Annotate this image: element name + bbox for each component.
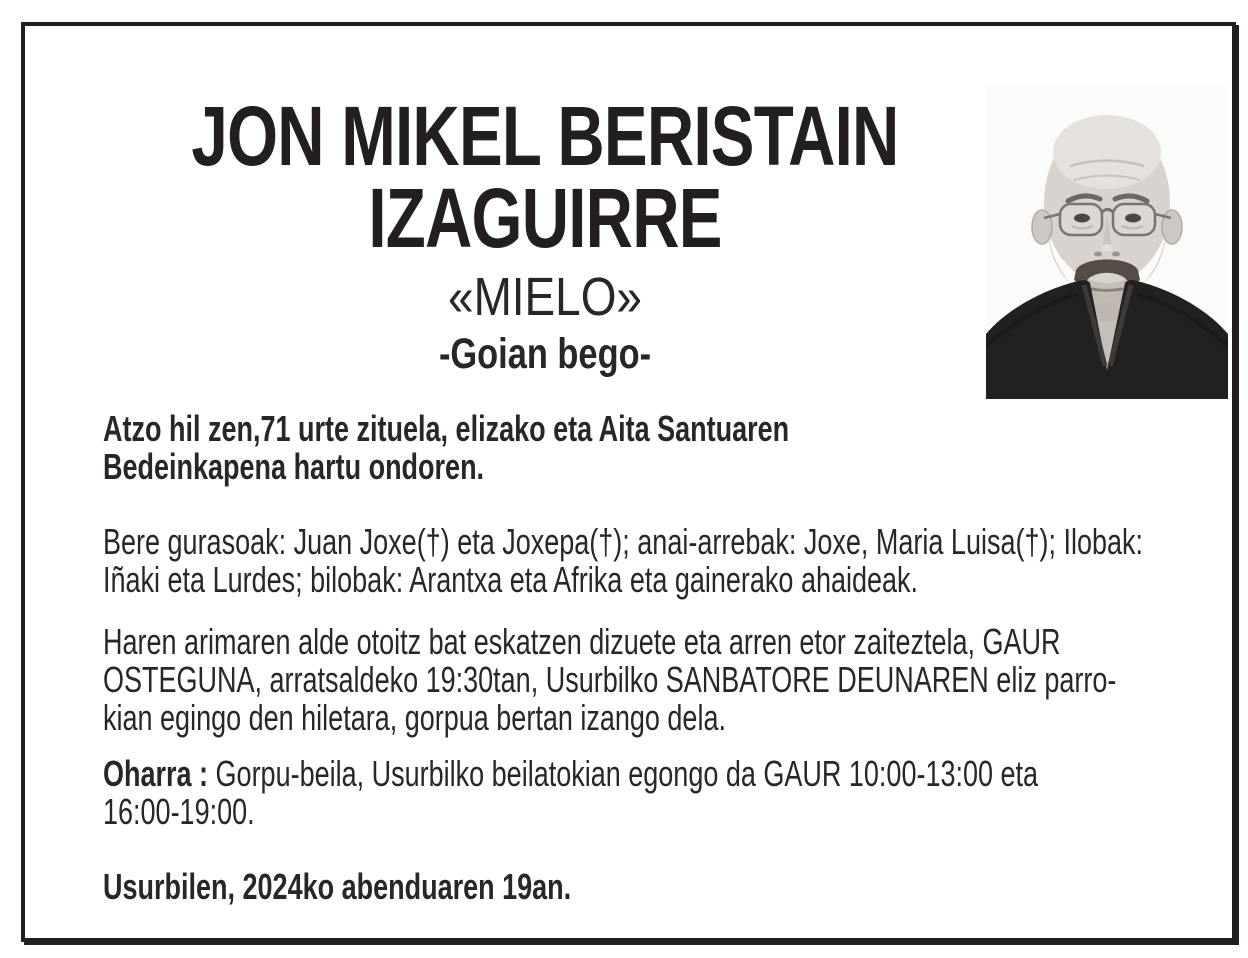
nickname: «MIELO» xyxy=(448,267,642,327)
funeral-announcement xyxy=(103,623,1207,737)
wake-notice-line-1: Gorpu-beila, Usurbilko beilatokian egongo da GAUR 10:00-13:00 eta xyxy=(215,753,1039,794)
death-announcement-line-1: Atzo hil zen,71 urte zituela, elizako eta Aita Santuaren xyxy=(103,408,790,449)
death-announcement xyxy=(103,410,1207,486)
deceased-name xyxy=(105,89,985,265)
family-list xyxy=(103,523,1207,599)
wake-notice xyxy=(103,755,1207,831)
portrait-photo-image xyxy=(986,84,1228,399)
dateline: Usurbilen, 2024ko abenduaren 19an. xyxy=(103,866,572,907)
name-line-1: JON MIKEL BERISTAIN xyxy=(191,89,899,183)
family-line-1: Bere gurasoak: Juan Joxe(†) eta Joxepa(†); anai-arrebak: Joxe, Maria Luisa(†); Ilobak: xyxy=(103,521,1144,562)
portrait-photo xyxy=(986,84,1228,399)
funeral-line-1: Haren arimaren alde otoitz bat eskatzen dizuete eta arren etor zaiteztela, GAUR xyxy=(103,621,1061,662)
name-line-2: IZAGUIRRE xyxy=(368,171,722,265)
dedication-block xyxy=(105,330,985,378)
obituary-frame xyxy=(21,22,1236,942)
obituary-body xyxy=(103,410,1207,906)
funeral-line-3: kian egingo den hiletara, gorpua bertan izango dela. xyxy=(103,697,726,738)
death-announcement-line-2: Bedeinkapena hartu ondoren. xyxy=(103,446,485,487)
wake-notice-label: Oharra : xyxy=(103,753,209,794)
dedication: -Goian bego- xyxy=(438,330,652,378)
wake-notice-line-2: 16:00-19:00. xyxy=(103,791,255,832)
deceased-name-text xyxy=(105,89,985,265)
nickname-block xyxy=(105,267,985,327)
family-line-2: Iñaki eta Lurdes; bilobak: Arantxa eta Afrika eta gainerako ahaideak. xyxy=(103,559,919,600)
funeral-line-2: OSTEGUNA, arratsaldeko 19:30tan, Usurbilko SANBATORE DEUNAREN eliz parro- xyxy=(103,659,1117,700)
